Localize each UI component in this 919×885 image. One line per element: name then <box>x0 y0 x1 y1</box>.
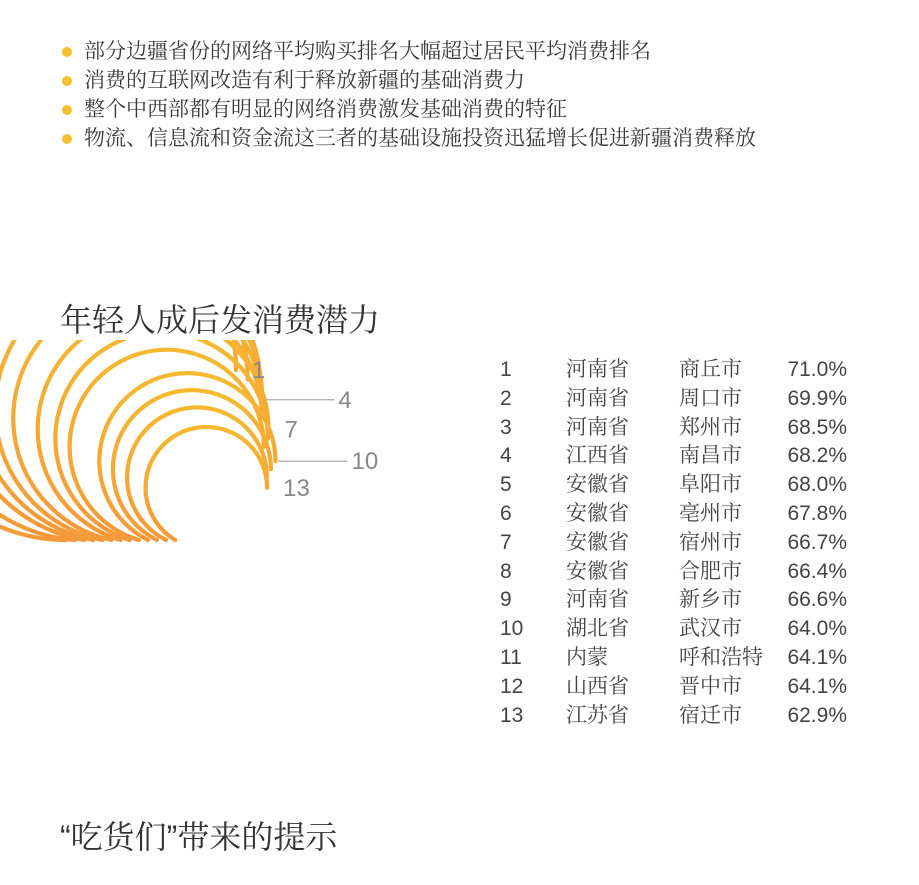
value-cell: 69.9% <box>787 386 847 410</box>
rank-cell: 12 <box>500 674 524 698</box>
city-cell: 郑州市 <box>679 415 742 439</box>
ranking-table <box>500 356 847 730</box>
province-cell: 内蒙 <box>566 645 608 669</box>
rank-cell: 6 <box>500 501 512 525</box>
ring-label-1: 1 <box>252 357 266 384</box>
province-cell: 安徽省 <box>566 559 629 583</box>
rank-cell: 7 <box>500 530 512 554</box>
bullet-text: 部分边疆省份的网络平均购买排名大幅超过居民平均消费排名 <box>84 40 651 63</box>
value-cell: 66.7% <box>787 530 847 554</box>
ring-bar-13 <box>146 427 268 540</box>
city-cell: 新乡市 <box>679 588 742 612</box>
province-cell: 安徽省 <box>566 501 629 525</box>
city-cell: 合肥市 <box>679 559 742 583</box>
province-cell: 江西省 <box>566 444 629 468</box>
table-row <box>500 702 847 731</box>
value-cell: 64.1% <box>787 674 847 698</box>
rank-cell: 4 <box>500 444 512 468</box>
bullet-item <box>62 124 756 153</box>
province-cell: 河南省 <box>566 386 629 410</box>
bullet-dot-icon <box>62 76 72 86</box>
ring-bar-11 <box>113 390 271 540</box>
ring-bar-7 <box>38 340 269 540</box>
bullet-text: 消费的互联网改造有利于释放新疆的基础消费力 <box>84 69 525 92</box>
ring-label-10: 10 <box>351 448 379 476</box>
value-cell: 66.6% <box>787 588 847 612</box>
city-cell: 南昌市 <box>679 444 742 468</box>
rank-cell: 3 <box>500 415 512 439</box>
province-cell: 山西省 <box>566 674 629 698</box>
city-cell: 宿迁市 <box>679 703 742 727</box>
ring-label-4: 4 <box>338 386 352 414</box>
value-cell: 66.4% <box>787 559 847 583</box>
city-cell: 晋中市 <box>679 674 742 698</box>
summary-bullet-list <box>62 37 756 153</box>
rank-cell: 1 <box>500 358 512 381</box>
value-cell: 62.9% <box>787 703 847 727</box>
bullet-dot-icon <box>62 134 72 144</box>
value-cell: 64.1% <box>787 645 847 669</box>
province-cell: 安徽省 <box>566 530 629 554</box>
radial-bar-chart <box>0 340 470 750</box>
value-cell: 71.0% <box>787 358 847 381</box>
city-cell: 宿州市 <box>679 530 742 554</box>
province-cell: 江苏省 <box>566 703 629 727</box>
city-cell: 周口市 <box>679 386 742 410</box>
province-cell: 河南省 <box>566 415 629 439</box>
value-cell: 68.0% <box>787 473 847 497</box>
rank-cell: 8 <box>500 559 512 583</box>
table-row <box>500 529 847 558</box>
table-row <box>500 558 847 587</box>
city-cell: 阜阳市 <box>679 473 742 497</box>
province-cell: 安徽省 <box>566 473 629 497</box>
bullet-item <box>62 37 756 66</box>
rank-cell: 5 <box>500 473 512 497</box>
rank-cell: 9 <box>500 588 512 612</box>
section-title-foodies: “吃货们”带来的提示 <box>60 819 338 855</box>
table-row <box>500 615 847 644</box>
value-cell: 68.2% <box>787 444 847 468</box>
table-row <box>500 644 847 673</box>
bullet-item <box>62 95 756 124</box>
province-cell: 河南省 <box>566 588 629 612</box>
table-row <box>500 673 847 702</box>
province-cell: 河南省 <box>566 358 629 381</box>
bullet-dot-icon <box>62 47 72 57</box>
value-cell: 64.0% <box>787 617 847 641</box>
province-cell: 湖北省 <box>566 617 629 641</box>
value-cell: 67.8% <box>787 501 847 525</box>
bullet-text: 物流、信息流和资金流这三者的基础设施投资迅猛增长促进新疆消费释放 <box>84 127 756 150</box>
ring-bars <box>0 340 275 540</box>
table-row <box>500 414 847 443</box>
city-cell: 呼和浩特 <box>679 645 763 669</box>
bullet-item <box>62 66 756 95</box>
rank-cell: 11 <box>500 645 522 669</box>
table-row <box>500 442 847 471</box>
city-cell: 亳州市 <box>679 501 742 525</box>
table-row <box>500 385 847 414</box>
rank-cell: 13 <box>500 703 524 727</box>
rank-cell: 10 <box>500 617 524 641</box>
ring-label-7: 7 <box>284 416 298 444</box>
bullet-text: 整个中西部都有明显的网络消费激发基础消费的特征 <box>84 98 567 121</box>
city-cell: 商丘市 <box>679 358 742 381</box>
city-cell: 武汉市 <box>679 617 742 641</box>
ring-label-13: 13 <box>283 474 310 502</box>
table-row <box>500 356 847 385</box>
table-row <box>500 500 847 529</box>
table-row <box>500 471 847 500</box>
value-cell: 68.5% <box>787 415 847 439</box>
section-title-young-consumers: 年轻人成后发消费潜力 <box>60 302 381 338</box>
table-row <box>500 586 847 615</box>
bullet-dot-icon <box>62 105 72 115</box>
rank-cell: 2 <box>500 386 512 410</box>
